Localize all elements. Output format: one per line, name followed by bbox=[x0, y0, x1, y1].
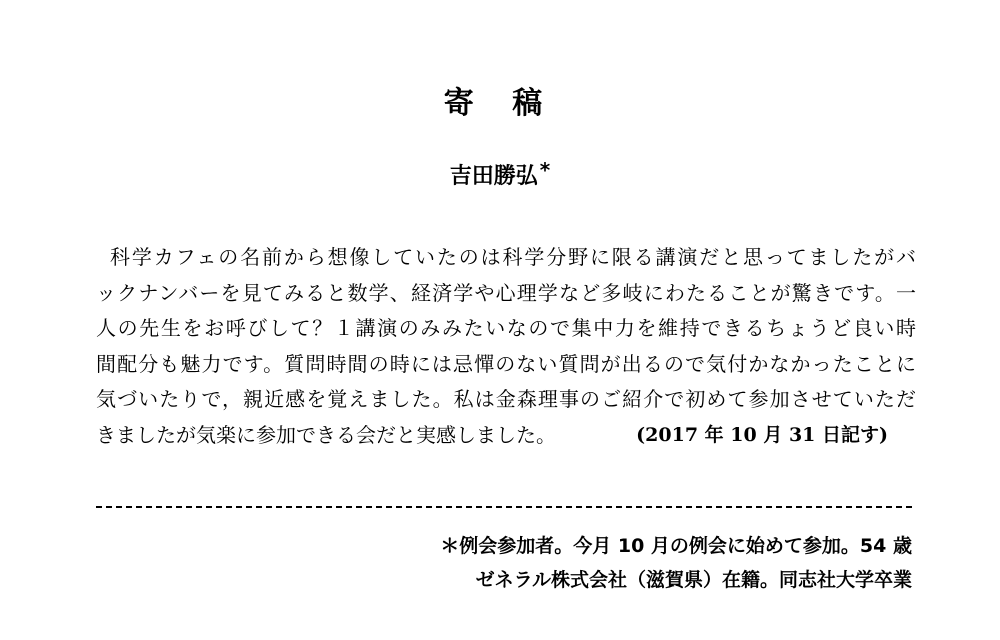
body-line-4: 間配分も魅力です。質問時間の時には忌憚のない質問が出るので気付かなかったことに bbox=[96, 351, 916, 376]
article-title: 寄 稿 bbox=[443, 86, 557, 121]
body-last-line-text: きましたが気楽に参加できる会だと実感しました。 bbox=[96, 422, 556, 447]
dashed-divider bbox=[96, 506, 912, 508]
footnote-line-2: ゼネラル株式会社（滋賀県）在籍。同志社大学卒業 bbox=[475, 569, 912, 591]
author-line bbox=[0, 156, 1000, 197]
date-note: (2017 年 10 月 31 日記す) bbox=[636, 423, 888, 446]
author-name: 吉田勝弘 bbox=[449, 164, 538, 189]
body-line-2: ックナンバーを見てみると数学、経済学や心理学など多岐にわたることが驚きです。一 bbox=[96, 280, 916, 305]
author-footnote-mark: * bbox=[539, 158, 551, 182]
article-body bbox=[96, 240, 916, 453]
body-line-6 bbox=[96, 418, 916, 454]
body-line-3: 人の先生をお呼びして？１講演のみみたいなので集中力を維持できるちょうど良い時 bbox=[96, 316, 916, 340]
footnote-line-1: ＊例会参加者。今月 10 月の例会に始めて参加。54 歳 bbox=[440, 535, 912, 557]
body-line-1: 科学カフェの名前から想像していたのは科学分野に限る講演だと思ってましたがバ bbox=[110, 245, 916, 269]
body-line-5: 気づいたりで，親近感を覚えました。私は金森理事のご紹介で初めて参加させていただ bbox=[96, 387, 916, 411]
